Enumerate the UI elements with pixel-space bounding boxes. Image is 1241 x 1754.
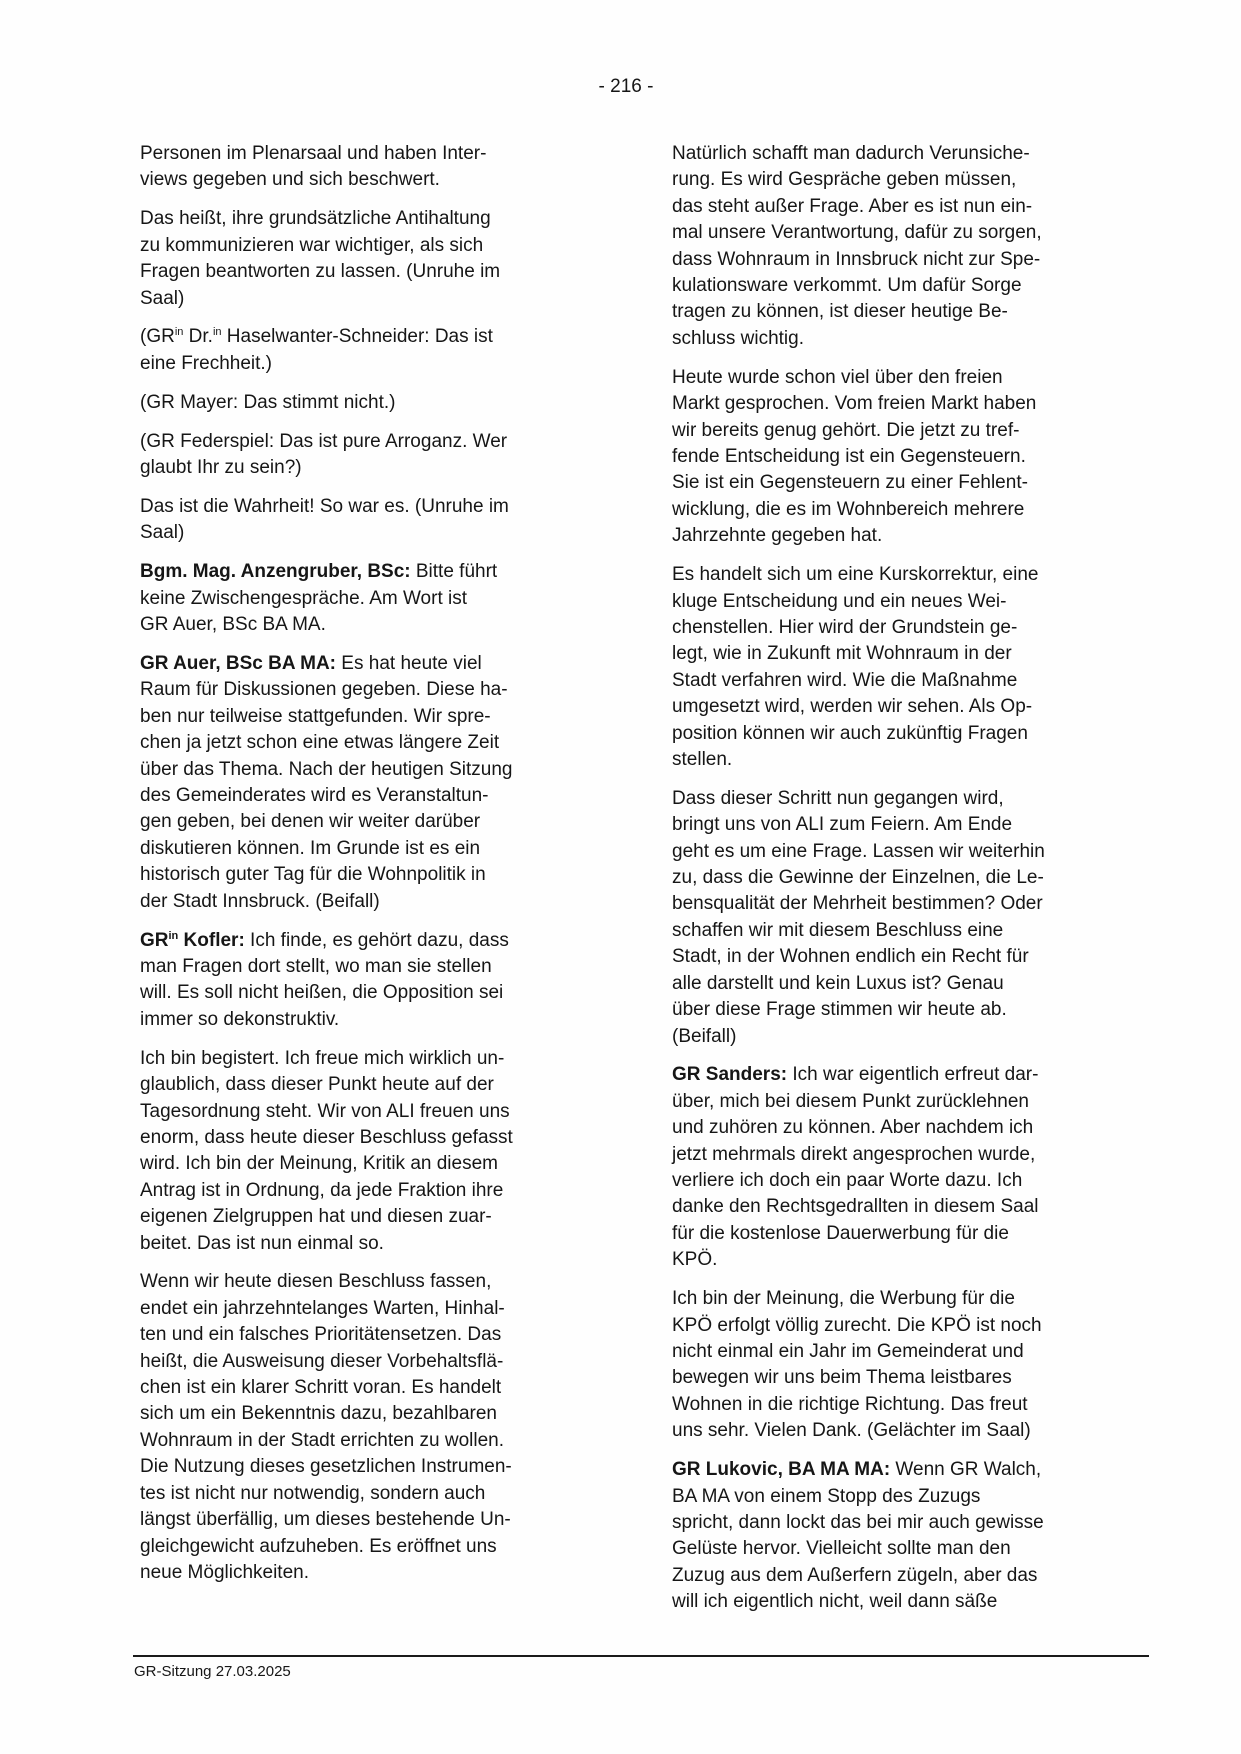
footer-text: GR-Sitzung 27.03.2025	[134, 1663, 291, 1680]
paragraph: Dass dieser Schritt nun gegangen wird, bringt uns von ALI zum Feiern. Am Ende geht es um eine Frage. Lassen wir weiterhin zu, dass die Gewinne der Einzelnen, die Le- bensqualität der Mehrheit bestimmen? Oder schaffen wir mit diesem Beschluss eine Stadt, in der Wohnen endlich ein Recht für alle darstellt und kein Luxus ist? Genau über diese Frage stimmen wir heute ab. (Beifall)	[672, 787, 1045, 1047]
page-number: - 216 -	[598, 76, 654, 97]
paragraph: Wenn wir heute diesen Beschluss fassen, endet ein jahrzehntelanges Warten, Hinhal- ten und ein falsches Prioritätensetzen. Das heißt, die Ausweisung dieser Vorbehaltsflä- chen ist ein klarer Schritt voran. Es handelt sich um ein Bekenntnis dazu, bezahlbaren Wohnraum in der Stadt errichten zu wollen. Die Nutzung dieses gesetzlichen Instrumen- tes ist nicht nur notwendig, sondern auch längst überfällig, um dieses bestehende Un- gleichgewicht aufzuheben. Es eröffnet uns neue Möglichkeiten.	[140, 1271, 512, 1583]
paragraph: Das ist die Wahrheit! So war es. (Unruhe im Saal)	[140, 495, 509, 544]
paragraph: Ich bin begistert. Ich freue mich wirklich un- glaublich, dass dieser Punkt heute auf der Tagesordnung steht. Wir von ALI freuen uns enorm, dass heute dieser Beschluss gefasst wird. Ich bin der Meinung, Kritik an diesem Antrag ist in Ordnung, da jede Fraktion ihre eigenen Zielgruppen hat und diesen zuar- beitet. Das ist nun einmal so.	[140, 1047, 513, 1254]
paragraph: Es handelt sich um eine Kurskorrektur, eine kluge Entscheidung und ein neues Wei- chenstellen. Hier wird der Grundstein ge- legt, wie in Zukunft mit Wohnraum in der Stadt verfahren wird. Wie die Maßnahme umgesetzt wird, werden wir sehen. Als Op- position können wir auch zukünftig Fragen stellen.	[672, 564, 1039, 770]
paragraph: Ich bin der Meinung, die Werbung für die KPÖ erfolgt völlig zurecht. Die KPÖ ist noch nicht einmal ein Jahr im Gemeinderat und bewegen wir uns beim Thema leistbares Wohnen in die richtige Richtung. Das freut uns sehr. Vielen Dank. (Gelächter im Saal)	[672, 1288, 1042, 1442]
paragraph: GR Lukovic, BA MA MA: Wenn GR Walch, BA MA von einem Stopp des Zuzugs spricht, dann lockt das bei mir auch gewisse Gelüste hervor. Vielleicht sollte man den Zuzug aus dem Außerfern zügeln, aber das will ich eigentlich nicht, weil dann säße	[672, 1459, 1044, 1613]
paragraph: Bgm. Mag. Anzengruber, BSc: Bitte führt keine Zwischengespräche. Am Wort ist GR Auer, BSc BA MA.	[140, 561, 498, 636]
paragraph: GR Sanders: Ich war eigentlich erfreut dar- über, mich bei diesem Punkt zurücklehnen und zuhören zu können. Aber nachdem ich jetzt mehrmals direkt angesprochen wurde, verliere ich doch ein paar Worte dazu. Ich danke den Rechtsgedrallten in diesem Saal für die kostenlose Dauerwerbung für die KPÖ.	[672, 1064, 1039, 1271]
text-columns	[140, 141, 1115, 1628]
footer-rule	[133, 1655, 1149, 1657]
text-column-left	[140, 141, 570, 1599]
paragraph: Das heißt, ihre grundsätzliche Antihaltung zu kommunizieren war wichtiger, als sich Fragen beantworten zu lassen. (Unruhe im Saal)	[140, 208, 501, 309]
paragraph: (GR Mayer: Das stimmt nicht.)	[140, 391, 396, 413]
paragraph: $GR^{in}$ Kofler: Ich finde, es gehört dazu, dass man Fragen dort stellt, wo man sie stellen will. Es soll nicht heißen, die Opposition sei immer so dekonstruktiv.	[140, 929, 509, 1030]
paragraph: Personen im Plenarsaal und haben Inter- views gegeben und sich beschwert.	[140, 143, 487, 191]
paragraph: Heute wurde schon viel über den freien Markt gesprochen. Vom freien Markt haben wir bereits genug gehört. Die jetzt zu tref- fende Entscheidung ist ein Gegensteuern. Sie ist ein Gegensteuern zu einer Fehlent- wicklung, die es im Wohnbereich mehrere Jahrzehnte gegeben hat.	[672, 366, 1037, 547]
text-column-right	[672, 141, 1115, 1628]
paragraph: Natürlich schafft man dadurch Verunsiche- rung. Es wird Gespräche geben müssen, das steht außer Frage. Aber es ist nun ein- mal unsere Verantwortung, dafür zu sorgen, dass Wohnraum in Innsbruck nicht zur Spe- kulationsware verkommt. Um dafür Sorge tragen zu können, ist dieser heutige Be- schluss wichtig.	[672, 143, 1042, 349]
paragraph: (GR Federspiel: Das ist pure Arroganz. Wer glaubt Ihr zu sein?)	[140, 430, 508, 479]
paragraph: ($GR^{in}$ Dr.$^{in}$ Haselwanter-Schneider: Das ist eine Frechheit.)	[140, 326, 493, 374]
paragraph: GR Auer, BSc BA MA: Es hat heute viel Raum für Diskussionen gegeben. Diese ha- ben nur teilweise stattgefunden. Wir spre- chen ja jetzt schon eine etwas längere Zeit über das Thema. Nach der heutigen Sitzung des Gemeinderates wird es Veranstaltun- gen geben, bei denen wir weiter darüber diskutieren können. Im Grunde ist es ein historisch guter Tag für die Wohnpolitik in der Stadt Innsbruck. (Beifall)	[140, 653, 513, 912]
